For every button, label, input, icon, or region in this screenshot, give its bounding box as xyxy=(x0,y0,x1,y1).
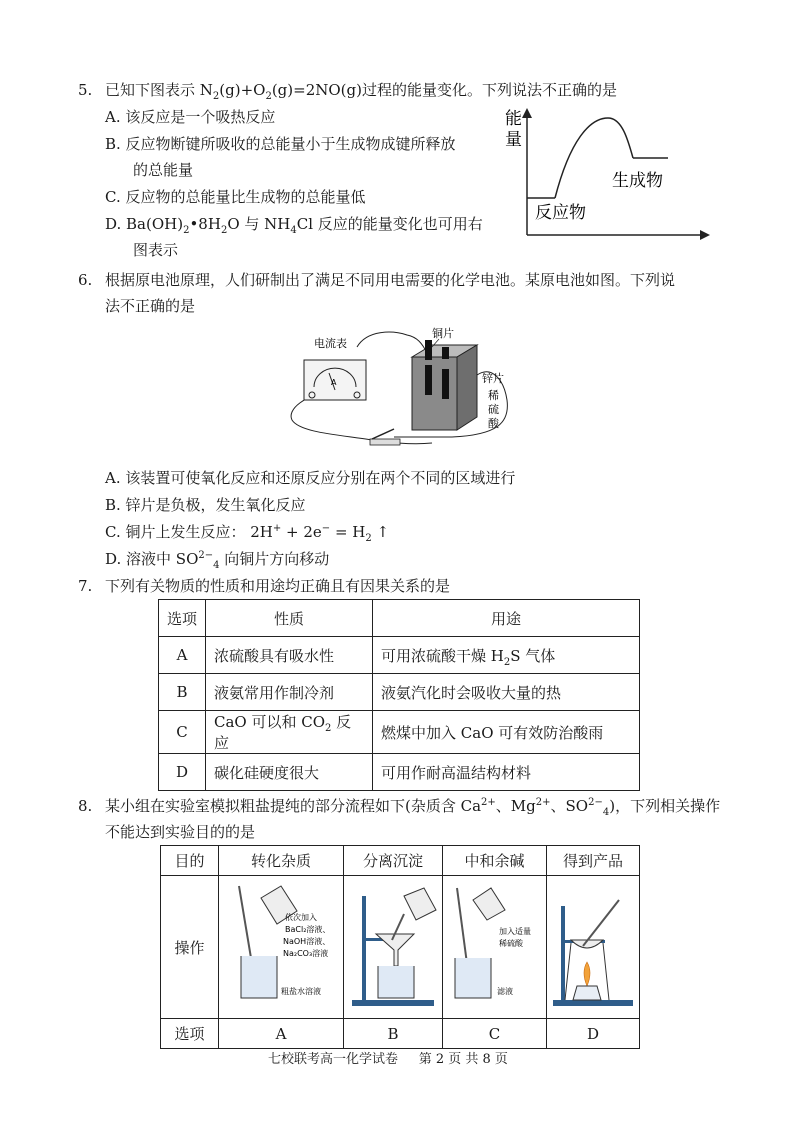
q5-option-c: C. 反应物的总能量比生成物的总能量低 xyxy=(105,188,366,206)
q6-stem-cont: 法不正确的是 xyxy=(105,297,196,315)
zinc-electrode-in xyxy=(442,369,449,399)
figure-b-cell xyxy=(344,876,443,1019)
switch-base xyxy=(370,439,400,445)
receiving-beaker xyxy=(241,956,277,998)
q6-option-c: C. 铜片上发生反应： $2H^+ + 2e^- = H_2$ ↑ xyxy=(105,523,390,544)
figure-a-cell xyxy=(219,876,344,1019)
option-d: D xyxy=(547,1019,640,1049)
pouring-beaker xyxy=(404,888,436,920)
fig-a-note-4: Na₂CO₃溶液 xyxy=(283,949,329,958)
q8-stem-cont: 不能达到实验目的的是 xyxy=(105,823,256,841)
table-row-options xyxy=(161,1019,640,1049)
footer xyxy=(268,1050,508,1070)
header-use: 用途 xyxy=(373,600,640,637)
figure-d-cell xyxy=(547,876,640,1019)
header-product: 得到产品 xyxy=(547,846,640,876)
q6-option-a: A. 该装置可使氧化反应和还原反应分别在两个不同的区域进行 xyxy=(105,469,516,487)
q5-option-d-cont: 图表示 xyxy=(133,241,179,259)
option-a: A xyxy=(219,1019,344,1049)
receiving-beaker xyxy=(378,966,414,998)
q8-table xyxy=(160,845,640,1049)
x-axis-arrow xyxy=(700,230,710,240)
q7-stem: 下列有关物质的性质和用途均正确且有因果关系的是 xyxy=(105,577,451,595)
use-cell: 可用浓硫酸干燥 $H_2S$ 气体 xyxy=(373,637,640,674)
zinc-label: 锌片 xyxy=(482,372,504,385)
fig-a-note-2: BaCl₂溶液、 xyxy=(285,925,331,934)
q5-option-b: B. 反应物断键所吸收的总能量小于生成物成键所释放 xyxy=(105,135,456,153)
property-cell: CaO 可以和 $CO_2$ 反应 xyxy=(206,711,373,754)
acid-label-2: 硫 xyxy=(488,403,499,416)
q5-stem: 已知下图表示 $N_2(g)+O_2(g)=2NO(g)$过程的能量变化。下列说法不正确的是 xyxy=(105,81,617,102)
q6-option-b: B. 锌片是负极，发生氧化反应 xyxy=(105,496,306,514)
wire-to-copper xyxy=(357,332,427,353)
q6-number: 6. xyxy=(78,271,93,289)
ammeter-needle-label: A xyxy=(331,378,337,387)
galvanic-cell-figure xyxy=(282,325,522,460)
acid-label-1: 稀 xyxy=(488,389,499,402)
property-cell: 液氨常用作制冷剂 xyxy=(206,674,373,711)
fig-c-note-1: 加入适量 xyxy=(499,927,531,936)
fig-a-note-3: NaOH溶液、 xyxy=(283,937,331,946)
beaker-front xyxy=(412,357,457,430)
beaker-side xyxy=(457,345,477,430)
option-cell: B xyxy=(159,674,206,711)
product-label: 生成物 xyxy=(612,171,663,191)
header-separate: 分离沉淀 xyxy=(344,846,443,876)
q5-option-a: A. 该反应是一个吸热反应 xyxy=(105,108,276,126)
option-cell: A xyxy=(159,637,206,674)
q5-option-d: D. $Ba(OH)_2•8H_2O$ 与 $NH_4Cl$ 反应的能量变化也可用右 xyxy=(105,215,483,236)
header-neutralize: 中和余碱 xyxy=(443,846,547,876)
option-c: C xyxy=(443,1019,547,1049)
figure-d xyxy=(547,876,639,1014)
table-header-row xyxy=(161,846,640,876)
stand-rod xyxy=(362,896,366,1001)
copper-electrode xyxy=(425,340,432,360)
header-purpose: 目的 xyxy=(161,846,219,876)
figure-a xyxy=(219,876,343,1014)
q7-number: 7. xyxy=(78,577,93,595)
stand-rod xyxy=(561,906,565,1001)
copper-electrode-in xyxy=(425,365,432,395)
glass-rod xyxy=(583,900,619,946)
fig-a-beaker-label: 粗盐水溶液 xyxy=(281,987,321,996)
figure-b xyxy=(344,876,442,1014)
q8-number: 8. xyxy=(78,797,93,815)
q6-stem: 根据原电池原理，人们研制出了满足不同用电需要的化学电池。某原电池如图。下列说 xyxy=(105,271,676,289)
property-cell: 浓硫酸具有吸水性 xyxy=(206,637,373,674)
fig-a-note-1: 依次加入 xyxy=(285,913,317,922)
header-option: 选项 xyxy=(159,600,206,637)
use-cell: 可用作耐高温结构材料 xyxy=(373,754,640,791)
table-row xyxy=(159,674,640,711)
tripod-leg-left xyxy=(565,943,571,1000)
tripod-leg-right xyxy=(603,943,609,1000)
alcohol-lamp xyxy=(573,986,601,1000)
option-b: B xyxy=(344,1019,443,1049)
option-cell: C xyxy=(159,711,206,754)
footer-school: 七校联考高一化学试卷 xyxy=(268,1052,399,1067)
q5-option-b-cont: 的总能量 xyxy=(133,161,194,179)
pouring-beaker xyxy=(473,888,505,920)
acid-label-3: 酸 xyxy=(488,417,499,430)
funnel xyxy=(376,934,414,966)
property-cell: 碳化硅硬度很大 xyxy=(206,754,373,791)
table-row-operation xyxy=(161,876,640,1019)
q8-stem: 某小组在实验室模拟粗盐提纯的部分流程如下(杂质含 $Ca^{2+}$、$Mg^{2+}$、$SO^{2-}_4$)，下列相关操作 xyxy=(105,797,721,818)
use-cell: 燃煤中加入 CaO 可有效防治酸雨 xyxy=(373,711,640,754)
q6-option-d: D. 溶液中 $SO^{2-}_4$ 向铜片方向移动 xyxy=(105,550,330,571)
energy-axis-label-1: 能 xyxy=(505,109,522,129)
ammeter-label: 电流表 xyxy=(314,337,347,350)
copper-label: 铜片 xyxy=(432,327,454,340)
option-label: 选项 xyxy=(161,1019,219,1049)
fig-c-note-2: 稀硫酸 xyxy=(499,939,523,948)
reactant-label: 反应物 xyxy=(535,203,586,223)
header-convert: 转化杂质 xyxy=(219,846,344,876)
table-row xyxy=(159,637,640,674)
figure-c-cell xyxy=(443,876,547,1019)
energy-axis-label-2: 量 xyxy=(505,130,522,150)
table-row xyxy=(159,711,640,754)
figure-c xyxy=(443,876,546,1014)
option-cell: D xyxy=(159,754,206,791)
q5-number: 5. xyxy=(78,81,93,99)
q7-table xyxy=(158,599,640,791)
receiving-beaker xyxy=(455,958,491,998)
energy-diagram xyxy=(500,100,715,250)
header-property: 性质 xyxy=(206,600,373,637)
operation-label: 操作 xyxy=(161,876,219,1019)
use-cell: 液氨汽化时会吸收大量的热 xyxy=(373,674,640,711)
table-row xyxy=(159,754,640,791)
zinc-electrode-top xyxy=(442,347,449,359)
flame xyxy=(584,962,590,986)
table-header-row xyxy=(159,600,640,637)
footer-page: 第 2 页 共 8 页 xyxy=(418,1052,508,1067)
fig-c-beaker-label: 滤液 xyxy=(497,987,513,996)
y-axis-arrow xyxy=(522,108,532,118)
switch-lever xyxy=(372,429,394,439)
